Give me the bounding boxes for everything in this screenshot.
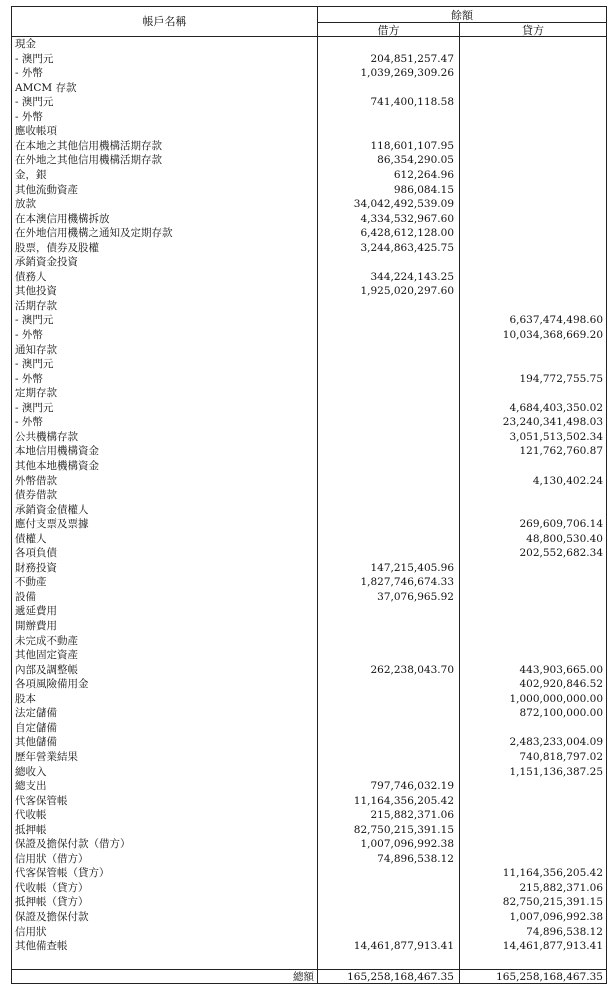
table-row [12,663,606,678]
credit-cell: 269,609,706.14 [519,518,603,531]
account-name-cell: - 外幣 [15,329,43,341]
table-row [12,386,606,401]
total-label: 總額 [293,971,314,983]
account-name-cell: - 外幣 [15,416,43,429]
debit-cell: 1,039,269,309.26 [360,67,454,80]
table-row [12,823,606,838]
table-row [12,910,606,925]
table-row [12,415,606,430]
table-row [12,226,606,241]
account-name-cell: 保證及擔保付款 [15,911,89,923]
account-name-cell: 外幣借款 [15,474,57,487]
account-name-cell: 在本澳信用機構拆放 [15,212,110,225]
table-row [12,619,606,634]
account-name-cell: 法定儲備 [15,707,57,720]
debit-cell: 1,925,020,297.60 [360,285,454,298]
debit-cell: 344,224,143.25 [370,270,454,283]
debit-cell: 118,601,107.95 [370,139,454,152]
account-name-cell: 股票，債券及股權 [15,241,99,254]
credit-cell: 121,762,760.87 [519,445,603,458]
table-row [12,735,606,750]
account-name-header: 帳戶名稱 [142,15,187,28]
account-name-cell: 承銷資金債權人 [15,503,89,516]
account-name-cell: - 澳門元 [15,358,54,371]
debit-cell: 741,400,118.58 [370,96,454,109]
table-row [12,168,606,183]
table-row [12,532,606,547]
account-name-cell: 通知存款 [15,343,57,356]
account-name-cell: 在本地之其他信用機構活期存款 [15,139,162,152]
account-name-cell: 總收入 [15,765,47,778]
account-name-cell: AMCM 存款 [15,81,77,94]
table-row [12,474,606,489]
table-row [12,794,606,809]
table-row [12,750,606,765]
credit-cell: 194,772,755.75 [519,372,603,385]
total-credit: 165,258,168,467.35 [496,971,603,983]
table-row [12,430,606,445]
credit-cell: 10,034,368,669.20 [502,329,603,341]
table-row [12,692,606,707]
table-row [12,313,606,328]
account-name-cell: - 澳門元 [15,52,54,65]
table-row [12,401,606,416]
credit-cell: 48,800,530.40 [526,532,603,545]
account-name-cell: 債權人 [15,532,47,545]
account-name-cell: 放款 [15,198,36,211]
account-name-cell: 開辦費用 [15,620,57,632]
table-row [12,66,606,81]
account-name-cell: 代客保管帳（貸方） [15,867,110,880]
account-name-cell: 自定儲備 [15,721,57,734]
debit-cell: 147,215,405.96 [370,561,454,574]
table-row [12,372,606,387]
account-name-cell: 保證及擔保付款（借方） [15,838,131,851]
account-name-cell: - 澳門元 [15,314,54,327]
debit-cell: 6,428,612,128.00 [360,227,454,240]
account-name-cell: 應收帳項 [15,125,57,138]
table-row [12,284,606,299]
table-row [12,444,606,459]
account-name-cell: 抵押帳（貸方） [15,896,89,909]
table-row [12,357,606,372]
account-name-cell: 應付支票及票據 [15,518,89,531]
account-name-cell: - 外幣 [15,110,43,123]
table-row [12,153,606,168]
account-name-cell: 財務投資 [15,561,57,574]
credit-cell: 74,896,538.12 [526,925,603,938]
account-name-cell: 其他固定資產 [15,649,78,662]
credit-cell: 202,552,682.34 [519,547,603,560]
table-row [12,110,606,125]
debit-cell: 797,746,032.19 [370,780,454,793]
debit-cell: 262,238,043.70 [370,663,454,676]
account-name-cell: 其他備查帳 [15,940,68,953]
table-row [12,561,606,576]
account-name-cell: 股本 [15,692,36,705]
table-row [12,270,606,285]
account-name-cell: 承銷資金投資 [15,256,78,269]
account-name-cell: 各項風險備用金 [15,678,89,691]
table-row [12,808,606,823]
account-name-cell: 代收帳 [15,809,47,822]
account-name-cell: 不動產 [15,576,47,589]
table-row [12,95,606,110]
credit-cell: 740,818,797.02 [519,750,603,763]
credit-cell: 1,007,096,992.38 [509,911,603,923]
table-row [12,488,606,503]
table-row [12,343,606,358]
table-row [12,52,606,67]
credit-cell: 4,684,403,350.02 [509,401,603,414]
table-row [12,328,606,343]
account-name-cell: 各項負債 [15,547,57,560]
table-row [12,677,606,692]
account-name-cell: 未完成不動產 [15,634,78,647]
credit-cell: 1,151,136,387.25 [509,765,603,778]
debit-cell: 82,750,215,391.15 [353,823,454,836]
table-row [12,81,606,96]
credit-cell: 3,051,513,502.34 [509,430,603,443]
credit-cell: 1,000,000,000.00 [509,692,603,705]
debit-cell: 204,851,257.47 [370,52,454,65]
table-row [12,212,606,227]
table-row [12,721,606,736]
credit-cell: 402,920,846.52 [519,678,603,691]
table-row [12,503,606,518]
account-name-cell: 在外地信用機構之通知及定期存款 [15,227,173,240]
credit-cell: 23,240,341,498.03 [502,416,603,429]
total-row [12,971,606,983]
account-name-cell: 金，銀 [15,168,47,181]
account-name-cell: 本地信用機構資金 [15,445,99,458]
debit-header: 借方 [377,24,400,37]
header-mid-rule [318,22,606,23]
account-name-cell: 其他儲備 [15,736,57,749]
table-row [12,939,606,954]
table-row [12,706,606,721]
account-name-cell: 信用狀 [15,925,47,938]
account-name-cell: 其他投資 [15,285,57,298]
balance-header: 餘額 [451,9,473,22]
credit-cell: 2,483,233,004.09 [509,736,603,749]
account-name-cell: 公共機構存款 [15,430,78,443]
debit-cell: 1,007,096,992.38 [360,838,454,851]
account-name-cell: 信用狀（借方） [15,852,89,865]
account-name-cell: 內部及調整帳 [15,663,78,676]
account-name-cell: 債券借款 [15,489,57,502]
total-rule [12,969,606,970]
table-row [12,925,606,940]
debit-cell: 1,827,746,674.33 [360,576,454,589]
account-name-cell: 現金 [15,38,36,50]
table-row [12,648,606,663]
credit-cell: 14,461,877,913.41 [502,940,603,953]
account-name-cell: 總支出 [15,780,47,793]
table-row [12,197,606,212]
credit-cell: 82,750,215,391.15 [502,896,603,909]
account-name-cell: 其他本地機構資金 [15,459,99,472]
debit-cell: 14,461,877,913.41 [353,940,454,953]
table-row [12,299,606,314]
account-name-cell: 設備 [15,590,36,603]
table-row [12,837,606,852]
credit-cell: 215,882,371.06 [519,881,603,894]
account-name-cell: - 澳門元 [15,96,54,109]
table-row [12,183,606,198]
table-row [12,459,606,474]
table-row [12,124,606,139]
account-name-cell: 其他流動資產 [15,183,78,196]
table-row [12,139,606,154]
debit-cell: 986,084.15 [393,183,454,196]
account-name-cell: 活期存款 [15,299,57,312]
table-row [12,634,606,649]
table-row [12,590,606,605]
debit-cell: 612,264.96 [393,168,454,181]
account-name-cell: 代客保管帳 [15,794,68,807]
debit-cell: 11,164,356,205.42 [353,794,454,807]
account-name-cell: 定期存款 [15,387,57,400]
ledger-table [11,6,607,984]
table-row [12,546,606,561]
account-name-cell: 遞延費用 [15,605,57,618]
debit-cell: 3,244,863,425.75 [360,241,454,254]
debit-cell: 34,042,492,539.09 [353,198,454,211]
credit-cell: 443,903,665.00 [519,663,603,676]
table-row [12,765,606,780]
total-debit: 165,258,168,467.35 [347,971,454,983]
account-name-cell: 抵押帳 [15,823,47,836]
table-row [12,575,606,590]
credit-cell: 6,637,474,498.60 [509,314,603,327]
account-name-cell: 歷年營業結果 [15,750,78,763]
table-row [12,895,606,910]
account-name-cell: - 澳門元 [15,401,54,414]
account-name-cell: 在外地之其他信用機構活期存款 [15,154,162,167]
table-row [12,517,606,532]
credit-cell: 11,164,356,205.42 [502,867,603,880]
debit-cell: 74,896,538.12 [377,852,454,865]
table-row [12,37,606,52]
debit-cell: 215,882,371.06 [370,809,454,822]
table-row [12,779,606,794]
account-name-cell: - 外幣 [15,67,43,80]
account-name-cell: - 外幣 [15,372,43,385]
debit-cell: 4,334,532,967.60 [360,212,454,225]
credit-cell: 4,130,402.24 [532,474,603,487]
debit-cell: 37,076,965.92 [377,590,454,603]
table-row [12,866,606,881]
table-row [12,852,606,867]
table-row [12,604,606,619]
account-name-cell: 債務人 [15,270,47,283]
table-row [12,241,606,256]
credit-header: 貸方 [522,24,544,37]
table-row [12,881,606,896]
table-row [12,255,606,270]
debit-cell: 86,354,290.05 [377,154,454,167]
credit-cell: 872,100,000.00 [519,707,603,720]
account-name-cell: 代收帳（貸方） [15,881,89,894]
